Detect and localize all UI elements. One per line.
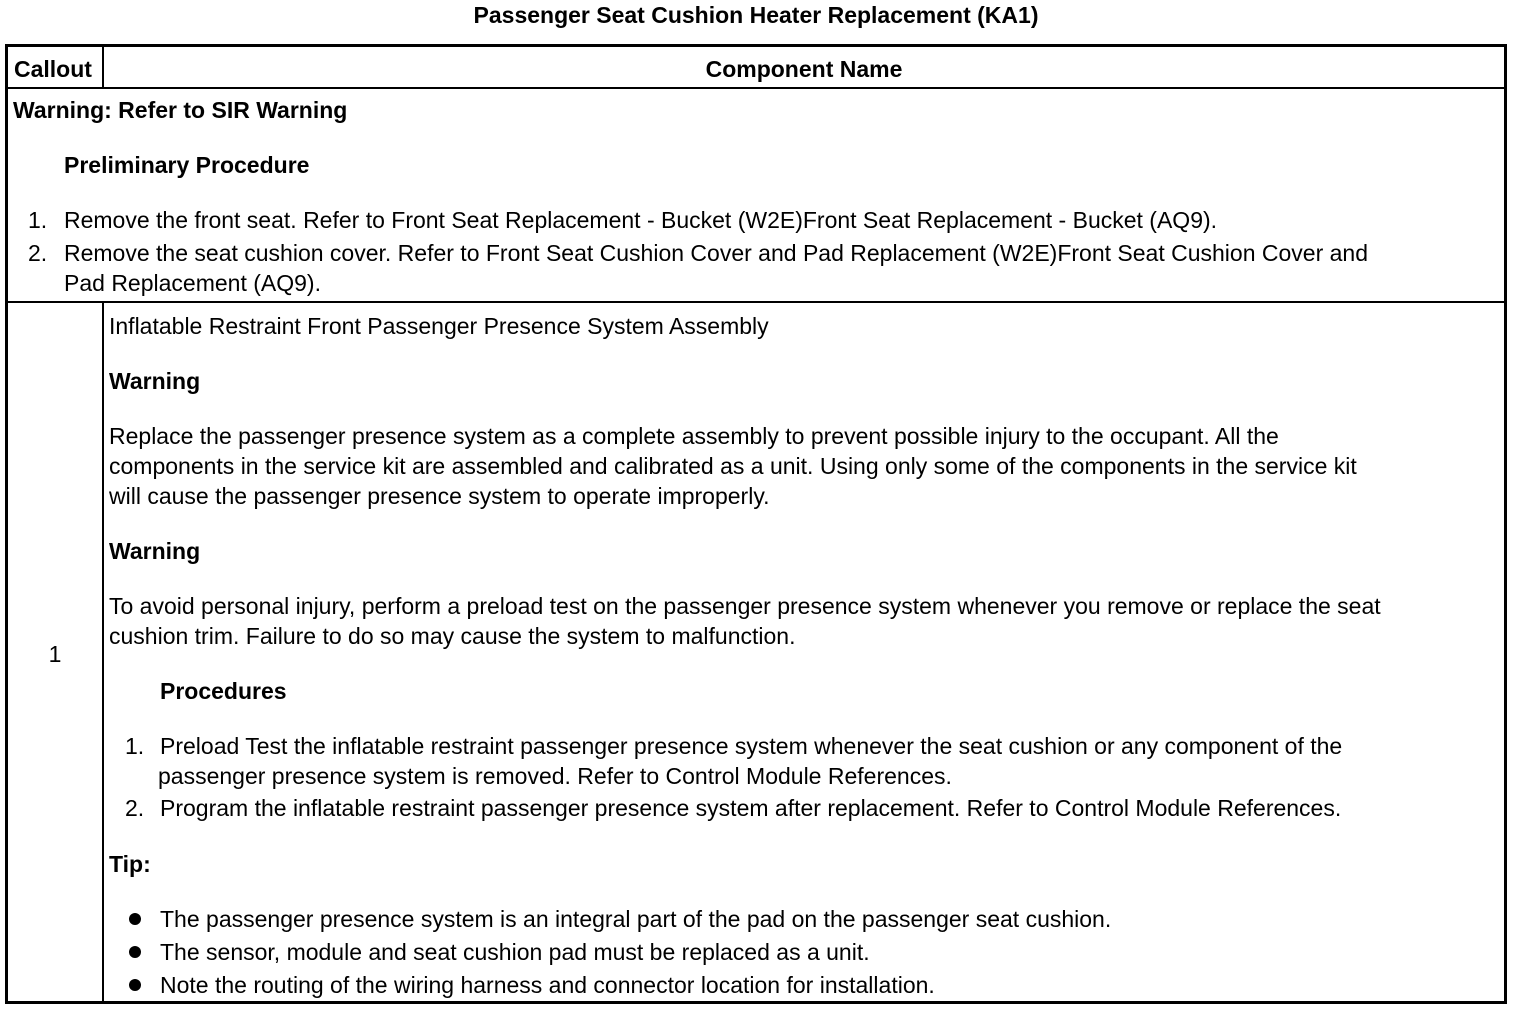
bullet-icon xyxy=(129,946,141,958)
warning-text: Replace the passenger presence system as a complete assembly to prevent possible injury to the occupant. All the xyxy=(109,423,1279,449)
tip-item: The sensor, module and seat cushion pad must be replaced as a unit. xyxy=(160,939,870,965)
tip-item: Note the routing of the wiring harness and connector location for installation. xyxy=(160,972,935,998)
procedures-heading: Procedures xyxy=(160,678,287,704)
prelim-step-text: Remove the seat cushion cover. Refer to Front Seat Cushion Cover and Pad Replacement (W2E)Front Seat Cushion Cover and xyxy=(64,240,1368,266)
component-name: Inflatable Restraint Front Passenger Presence System Assembly xyxy=(109,313,769,339)
tip-item: The passenger presence system is an integral part of the pad on the passenger seat cushion. xyxy=(160,906,1112,932)
warning-text: cushion trim. Failure to do so may cause the system to malfunction. xyxy=(109,623,796,649)
document-title: Passenger Seat Cushion Heater Replacement (KA1) xyxy=(473,2,1039,28)
warning-heading: Warning xyxy=(109,538,201,564)
bullet-icon xyxy=(129,979,141,991)
bullet-icon xyxy=(129,913,141,925)
prelim-step-number: 1. xyxy=(28,207,48,233)
header-callout: Callout xyxy=(14,56,92,82)
prelim-step-number: 2. xyxy=(28,240,48,266)
preliminary-heading: Preliminary Procedure xyxy=(64,152,310,178)
callout-number: 1 xyxy=(48,641,62,667)
procedure-table xyxy=(5,44,1507,1004)
procedure-step-number: 2. xyxy=(125,795,145,821)
warning-heading: Warning xyxy=(109,368,201,394)
tip-heading: Tip: xyxy=(109,851,151,877)
prelim-step-text: Remove the front seat. Refer to Front Seat Replacement - Bucket (W2E)Front Seat Replacement - Bucket (AQ9). xyxy=(64,207,1218,233)
section-rule xyxy=(8,301,1504,303)
warning-text: To avoid personal injury, perform a preload test on the passenger presence system whenever you remove or replace the seat xyxy=(109,593,1381,619)
procedure-step-text-cont: passenger presence system is removed. Refer to Control Module References. xyxy=(158,763,952,789)
prelim-step-text-cont: Pad Replacement (AQ9). xyxy=(64,270,321,296)
header-divider xyxy=(102,47,104,89)
header-component-name: Component Name xyxy=(705,56,903,82)
warning-text: components in the service kit are assembled and calibrated as a unit. Using only some of the components in the service kit xyxy=(109,453,1357,479)
procedure-step-text: Preload Test the inflatable restraint passenger presence system whenever the seat cushion or any component of the xyxy=(160,733,1343,759)
sir-warning: Warning: Refer to SIR Warning xyxy=(13,97,348,123)
procedure-step-text: Program the inflatable restraint passenger presence system after replacement. Refer to Control Module References. xyxy=(160,795,1342,821)
header-rule xyxy=(8,87,1504,89)
warning-text: will cause the passenger presence system to operate improperly. xyxy=(109,483,770,509)
row-divider xyxy=(102,301,104,1001)
procedure-step-number: 1. xyxy=(125,733,145,759)
